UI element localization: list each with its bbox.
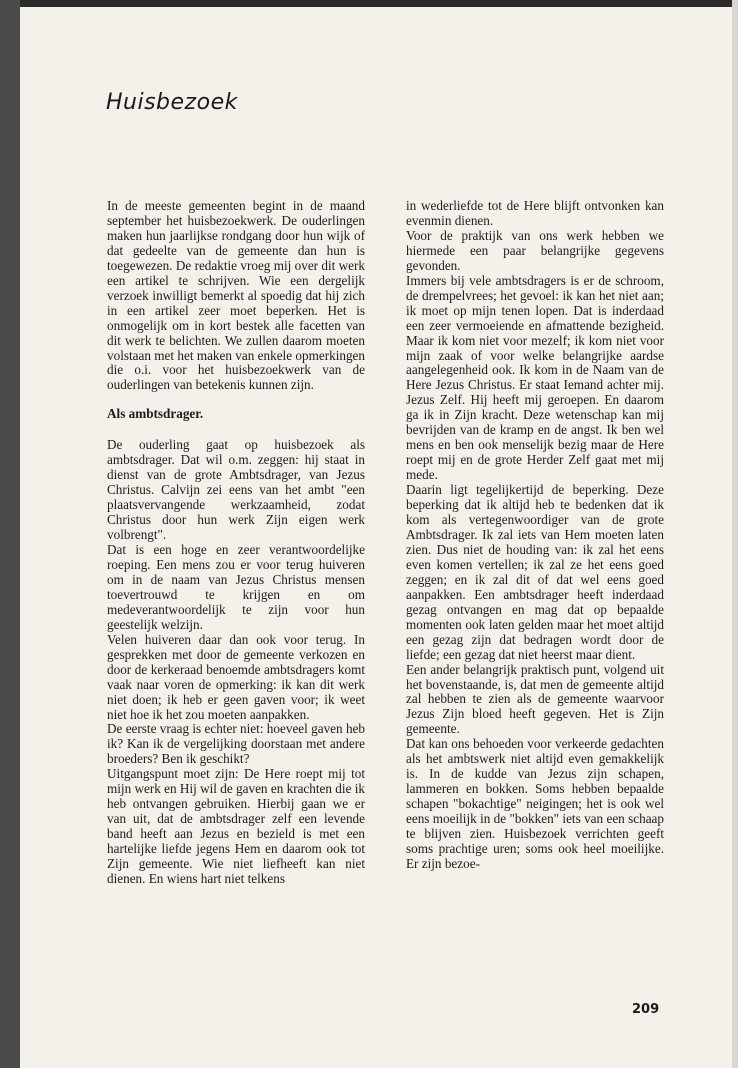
paragraph: in wederliefde tot de Here blijft ontvonken kan evenmin dienen. <box>406 198 664 228</box>
paragraph: De ouderling gaat op huisbezoek als ambtsdrager. Dat wil o.m. zeggen: hij staat in dienst van de grote Ambtsdrager, van Jezus Christus. Calvijn zei eens van het ambt "een plaatsvervangende werkzaamheid, zodat Christus door hun werk Zijn eigen werk volbrengt". <box>107 437 365 543</box>
paragraph: Dat kan ons behoeden voor verkeerde gedachten als het ambtswerk niet altijd even gemakkelijk is. In de kudde van Jezus zijn schapen, lammeren en bokken. Soms hebben bepaalde schapen "bokachtige" neigingen; het is ook wel eens moeilijk in de "bokken" iets van een schaap te blijven zien. Huisbezoek verrichten geeft soms prachtige uren; soms ook heel moeilijke. Er zijn bezoe- <box>406 736 664 871</box>
paragraph: Een ander belangrijk praktisch punt, volgend uit het bovenstaande, is, dat men de gemeente altijd zal hebben te zien als de gemeente waarvoor Jezus Zijn bloed heeft gegeven. Het is Zijn gemeente. <box>406 661 664 737</box>
section-heading: Als ambtsdrager. <box>107 406 204 422</box>
paragraph: In de meeste gemeenten begint in de maand september het huisbezoekwerk. De ouderlingen maken hun jaarlijkse rondgang door hun wijk of dat gedeelte van de gemeente dan hun is toegewezen. De redaktie vroeg mij over dit werk een artikel te schrijven. Wie een dergelijk verzoek inwilligt bemerkt al spoedig dat hij zich in een artikel zeer moet beperken. Het is onmogelijk om in kort bestek alle facetten van dit werk te belichten. We zullen daarom moeten volstaan met het maken van enkele opmerkingen die o.i. voor het huisbezoekwerk van de ouderlingen van betekenis kunnen zijn. <box>107 198 365 393</box>
paragraph: De eerste vraag is echter niet: hoeveel gaven heb ik? Kan ik de vergelijking doorstaan met andere broeders? Ben ik geschikt? <box>107 721 365 767</box>
paragraph: Uitgangspunt moet zijn: De Here roept mij tot mijn werk en Hij wil de gaven en krachten die ik heb ontvangen gebruiken. Hierbij gaan we er van uit, dat de ambtsdrager zelf een levende band heeft aan Jezus en bezield is met een hartelijke liefde jegens Hem en daarom ook tot Zijn gemeente. Wie niet liefheeft kan niet dienen. En wiens hart niet telkens <box>107 766 365 886</box>
scan-right-edge <box>732 0 738 1068</box>
article-title: Huisbezoek <box>106 90 238 115</box>
document-page <box>20 7 732 1068</box>
right-column <box>406 199 664 872</box>
scan-top-edge <box>0 0 738 7</box>
paragraph: Velen huiveren daar dan ook voor terug. In gesprekken met door de gemeente verkozen en door de kerkeraad benoemde ambtsdragers komt vaak naar voren de opmerking: ik kan dit werk niet doen; ik heb er geen gaven voor; ik weet niet hoe ik het zou moeten aanpakken. <box>107 631 365 722</box>
paragraph: Dat is een hoge en zeer verantwoordelijke roeping. Een mens zou er voor terug huiveren om in de naam van Jezus Christus mensen toevertrouwd te krijgen en om medeverantwoordelijk te zijn voor hun geestelijk welzijn. <box>107 542 365 632</box>
left-column <box>107 199 365 887</box>
paragraph: Daarin ligt tegelijkertijd de beperking. Deze beperking dat ik altijd heb te bedenken dat ik kom als vertegenwoordiger van de grote Ambtsdrager. Ik zal iets van Hem moeten laten zien. Dus niet de houding van: ik zal het eens even komen vertellen; ik zal ze het eens goed zeggen; en ik zal dit of dat wel eens goed aanpakken. Een ambtsdrager heeft inderdaad gezag ontvangen en mag dat op bepaalde momenten ook laten gelden maar het moet altijd een gezag zijn dat bedragen wordt door de liefde; een gezag dat niet heerst maar dient. <box>406 482 664 662</box>
paragraph: Voor de praktijk van ons werk hebben we hiermede een paar belangrijke gegevens gevonden. <box>406 227 664 273</box>
scan-binding-edge <box>0 0 20 1068</box>
paragraph: Immers bij vele ambtsdragers is er de schroom, de drempelvrees; het gevoel: ik kan het niet aan; ik moet op mijn tenen lopen. Dat is inderdaad een zeer vermoeiende en afmattende bezigheid. Maar ik kom niet voor mezelf; ik kom niet voor mijn zaak of voor welke belangrijke aardse aangelegenheid ook. Ik kom in de Naam van de Here Jezus Christus. Er staat Iemand achter mij. Jezus Zelf. Hij heeft mij geroepen. En daarom ga ik in Zijn kracht. Deze wetenschap kan mij bevrijden van de kramp en de angst. Ik ben wel mens en ben ook menselijk bezig maar de Here roept mij en de grote Herder Zelf gaat met mij mede. <box>406 272 664 483</box>
page-number: 209 <box>632 1002 660 1017</box>
